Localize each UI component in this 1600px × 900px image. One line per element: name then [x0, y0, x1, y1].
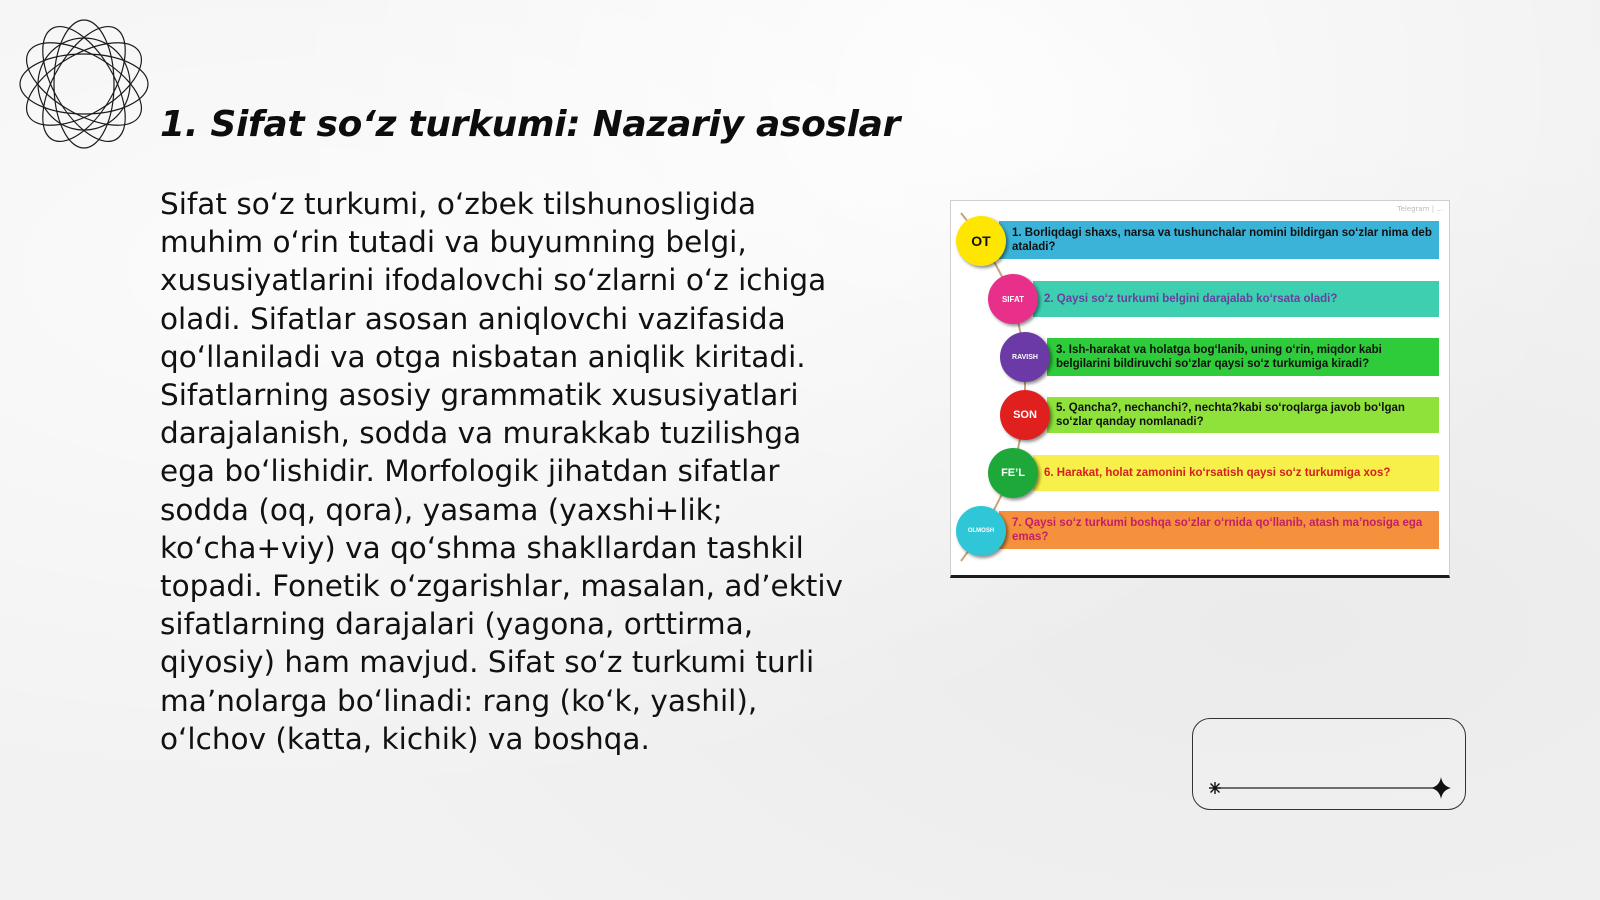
- spirograph-ornament-icon: [10, 10, 158, 158]
- quiz-image: [950, 200, 1450, 578]
- quiz-question-5: 6. Harakat, holat zamonini ko‘rsatish qaysi so‘z turkumiga xos?: [1033, 455, 1439, 491]
- quiz-badge-4: SON: [1000, 390, 1050, 440]
- quiz-badge-3: RAVISH: [1000, 332, 1050, 382]
- quiz-badge-6: OLMOSH: [956, 506, 1006, 556]
- decorative-panel: [1192, 718, 1466, 810]
- quiz-question-2: 2. Qaysi so‘z turkumi belgini darajalab ko‘rsata oladi?: [1033, 281, 1439, 317]
- quiz-question-4: 5. Qancha?, nechanchi?, nechta?kabi so‘roqlarga javob bo‘lgan so‘zlar qanday nomlanadi?: [1047, 397, 1439, 433]
- slide-title: 1. Sifat so‘z turkumi: Nazariy asoslar: [160, 104, 901, 145]
- quiz-question-6: 7. Qaysi so‘z turkumi boshqa so‘zlar o‘rnida qo‘llanib, atash ma’nosiga ega emas?: [999, 511, 1439, 549]
- slide-body-text: Sifat so‘z turkumi, o‘zbek tilshunosligida muhim o‘rin tutadi va buyumning belgi, xususiyatlarini ifodalovchi so‘zlarni o‘z ichiga oladi. Sifatlar asosan aniqlovchi vazifasida qo‘llaniladi va otga nisbatan aniqlik kiritadi. Sifatlarning asosiy grammatik xususiyatlari darajalanish, sodda va murakkab tuzilishga ega bo‘lishidir. Morfologik jihatdan sifatlar sodda (oq, qora), yasama (yaxshi+lik; ko‘cha+viy) va qo‘shma shakllardan tashkil topadi. Fonetik o‘zgarishlar, masalan, ad’ektiv sifatlarning darajalari (yagona, orttirma, qiyosiy) ham mavjud. Sifat so‘z turkumi turli ma’nolarga bo‘linadi: rang (ko‘k, yashil), o‘lchov (katta, kichik) va boshqa.: [160, 187, 844, 756]
- quiz-badge-2: SIFAT: [988, 274, 1038, 324]
- quiz-badge-1: OT: [956, 216, 1006, 266]
- quiz-question-1: 1. Borliqdagi shaxs, narsa va tushunchalar nomini bildirgan so‘zlar nima deb ataladi?: [999, 221, 1439, 259]
- quiz-watermark: Telegram | ...: [1397, 205, 1443, 213]
- quiz-badge-5: FE’L: [988, 448, 1038, 498]
- star-line-icon: [1193, 719, 1467, 811]
- quiz-question-3: 3. Ish-harakat va holatga bog‘lanib, uning o‘rin, miqdor kabi belgilarini bildiruvchi so‘zlar qaysi so‘z turkumiga kiradi?: [1047, 338, 1439, 376]
